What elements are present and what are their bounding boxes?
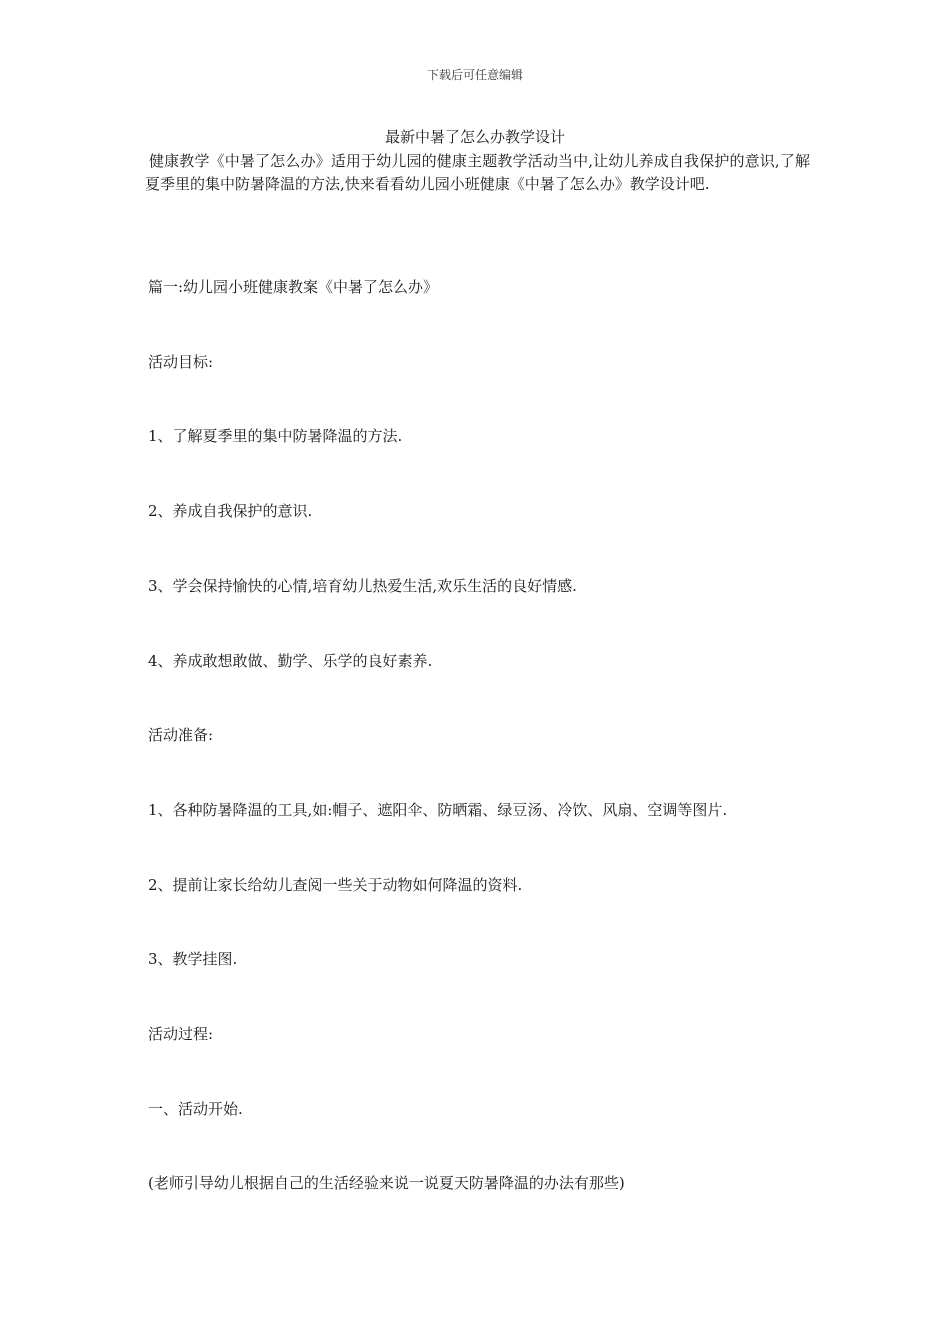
intro-paragraph: 健康教学《中暑了怎么办》适用于幼儿园的健康主题教学活动当中,让幼儿养成自我保护的意识,了解夏季里的集中防暑降温的方法,快来看看幼儿园小班健康《中暑了怎么办》教学设计吧. <box>145 152 810 193</box>
process-step-1-note: (老师引导幼儿根据自己的生活经验来说一说夏天防暑降温的办法有那些) <box>148 1174 625 1192</box>
page-header-note: 下载后可任意编辑 <box>426 68 523 82</box>
section-heading-1: 篇一:幼儿园小班健康教案《中暑了怎么办》 <box>148 278 439 296</box>
goal-item-2: 2、养成自我保护的意识. <box>148 502 313 520</box>
goals-heading: 活动目标: <box>148 353 214 371</box>
process-step-1: 一、活动开始. <box>148 1100 243 1118</box>
goal-item-1: 1、了解夏季里的集中防暑降温的方法. <box>148 427 403 445</box>
preparation-item-1: 1、各种防暑降温的工具,如:帽子、遮阳伞、防晒霜、绿豆汤、冷饮、风扇、空调等图片. <box>148 801 728 819</box>
document-title: 最新中暑了怎么办教学设计 <box>384 128 565 146</box>
process-heading: 活动过程: <box>148 1025 214 1043</box>
goal-item-4: 4、养成敢想敢做、勤学、乐学的良好素养. <box>148 652 433 670</box>
preparation-heading: 活动准备: <box>148 726 214 744</box>
preparation-item-3: 3、教学挂图. <box>148 950 238 968</box>
preparation-item-2: 2、提前让家长给幼儿查阅一些关于动物如何降温的资料. <box>148 876 523 894</box>
goal-item-3: 3、学会保持愉快的心情,培育幼儿热爱生活,欢乐生活的良好情感. <box>148 577 577 595</box>
